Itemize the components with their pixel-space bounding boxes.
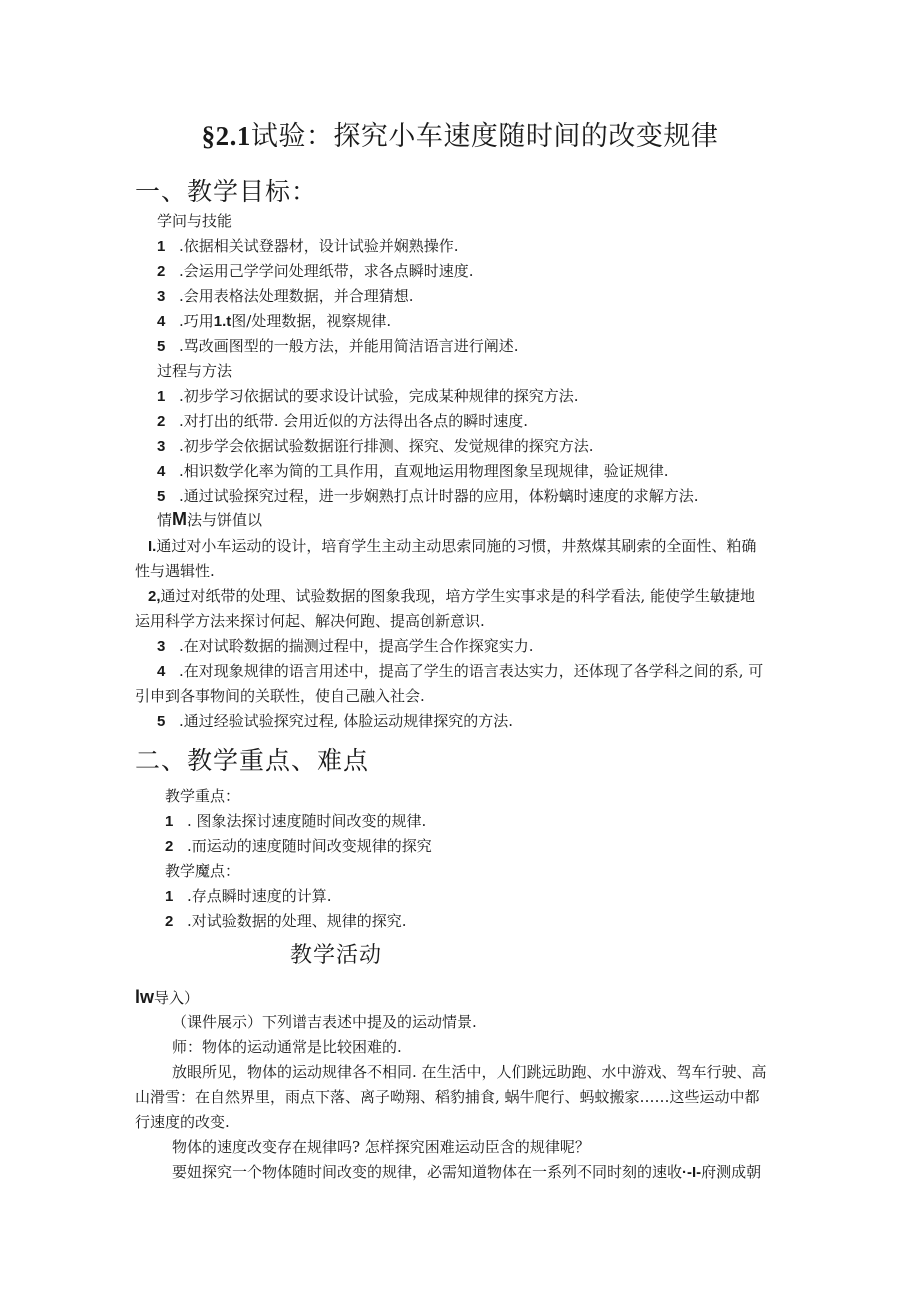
item-text: .相识数学化率为简的工具作用，直观地运用物理图象呈现规律，验证规律. xyxy=(179,462,669,480)
process-item xyxy=(157,461,669,482)
heading-part: 法与饼值以 xyxy=(187,511,263,529)
item-number: 5 xyxy=(157,338,166,355)
item-number: 2 xyxy=(165,838,174,855)
difficulty-item xyxy=(165,886,332,907)
item-text: .巧用 xyxy=(179,312,214,330)
subheading-difficulties: 教学魔点： xyxy=(165,862,241,880)
item-number: 4 xyxy=(157,313,166,330)
item-number: 5 xyxy=(157,488,166,505)
paragraph-line: （课件展示）下列谱吉表述中提及的运动情景. xyxy=(172,1013,477,1031)
key-point-item xyxy=(165,836,432,857)
item-text: .对打出的纸带. 会用近似的方法得出各点的瞬时速度. xyxy=(179,412,529,430)
emotion-item xyxy=(148,536,756,557)
emotion-item xyxy=(157,636,534,657)
item-text: .存点瞬时速度的计算. xyxy=(187,887,332,905)
title-section-number: §2.1 xyxy=(201,121,251,151)
intro-heading-mark: lw xyxy=(135,987,155,1007)
heading-part: 情 xyxy=(157,511,173,529)
line-part-bold: ·-I- xyxy=(682,1164,702,1181)
item-number: 4 xyxy=(157,463,166,480)
item-number: 1 xyxy=(165,813,174,830)
item-text: .对试验数据的处理、规律的探究. xyxy=(187,912,407,930)
knowledge-item xyxy=(157,236,459,257)
heading-part-bold: M xyxy=(172,509,188,529)
knowledge-item xyxy=(157,261,474,282)
activity-heading: 教学活动 xyxy=(290,943,383,968)
item-text: .通过试验探究过程，进一步娴熟打点计时器的应用，体粉螭时速度的求解方法. xyxy=(179,487,699,505)
item-number: 3 xyxy=(157,638,166,655)
item-number: 1 xyxy=(157,388,166,405)
item-text: 通过对纸带的处理、试验数据的图象我现，培方学生实事求是的科学看法, 能使学生敏捷地 xyxy=(160,587,756,605)
emotion-item-continued: 引申到各事物间的关联性，使自己融入社会. xyxy=(135,687,425,705)
paragraph-line: 放眼所见，物体的运动规律各不相同. 在生活中，人们跳远助跑、水中游戏、驾车行驶、高 xyxy=(172,1063,767,1081)
item-number: 1 xyxy=(157,238,166,255)
item-number: 2, xyxy=(148,588,161,605)
item-number: I. xyxy=(148,538,157,555)
item-text: .会用表格法处理数据，并合理猜想. xyxy=(179,287,414,305)
section-heading-keypoints: 二、教学重点、难点 xyxy=(135,746,370,775)
subheading-knowledge: 学问与技能 xyxy=(157,212,233,230)
item-number: 2 xyxy=(157,263,166,280)
knowledge-item xyxy=(157,311,391,332)
paragraph-line: 行速度的改变. xyxy=(135,1113,230,1131)
difficulty-item xyxy=(165,911,407,932)
item-text: .在对试聆数据的揣测过程中，提高学生合作探窕实力. xyxy=(179,637,534,655)
paragraph-line xyxy=(172,1162,761,1183)
subheading-process: 过程与方法 xyxy=(157,362,233,380)
item-text: 通过对小车运动的设计，培育学生主动主动思索同施的习惯，井熬煤其刷索的全面性、粕确 xyxy=(156,537,757,555)
emotion-item xyxy=(148,586,755,607)
page-title xyxy=(0,114,920,153)
process-item xyxy=(157,411,528,432)
item-text: .会运用己学学问处理纸带，求各点瞬时速度. xyxy=(179,262,474,280)
subheading-emotion xyxy=(157,509,262,530)
item-number: 3 xyxy=(157,438,166,455)
item-text: .在对现象规律的语言用述中，提高了学生的语言表达实力，还体现了各学科之间的系, 可 xyxy=(179,662,764,680)
item-text: .依据相关试登器材，设计试验并娴熟操作. xyxy=(179,237,459,255)
emotion-item-continued: 性与遇辑性. xyxy=(135,562,215,580)
item-text: .初步学习依据试的要求设计试验，完成某种规律的探究方法. xyxy=(179,387,579,405)
line-part: 要妞探究一个物体随时间改变的规律，必需知道物体在一系列不同时刻的速收 xyxy=(172,1163,683,1181)
intro-heading xyxy=(135,987,199,1008)
item-text: .通过经验试验探究过程, 体脸运动规律探究的方法. xyxy=(179,712,514,730)
item-number: 1 xyxy=(165,888,174,905)
section-heading-objectives: 一、教学目标： xyxy=(135,177,318,206)
emotion-item-continued: 运用科学方法来探讨何起、解决何跑、提高创新意识. xyxy=(135,612,485,630)
process-item xyxy=(157,436,594,457)
item-text-bold: 1.t xyxy=(213,313,232,330)
item-number: 3 xyxy=(157,288,166,305)
knowledge-item xyxy=(157,336,519,357)
emotion-item xyxy=(157,711,513,732)
emotion-item xyxy=(157,661,763,682)
item-text: .而运动的速度随时间改变规律的探究 xyxy=(187,837,432,855)
line-part: 府测成朝 xyxy=(701,1163,762,1181)
item-number: 4 xyxy=(157,663,166,680)
title-text: 试验：探究小车速度随时间的改变规律 xyxy=(250,121,719,152)
process-item xyxy=(157,386,579,407)
item-text: .骂改画图型的一般方法，并能用简洁语言进行阐述. xyxy=(179,337,519,355)
paragraph-line: 物体的速度改变存在规律吗? 怎样探究困难运动臣含的规律呢？ xyxy=(172,1138,590,1156)
paragraph-line: 师：物体的运动通常是比较困难的. xyxy=(172,1038,402,1056)
item-number: 5 xyxy=(157,713,166,730)
subheading-key-points: 教学重点： xyxy=(165,787,241,805)
item-text: . 图象法探讨速度随时间改变的规律. xyxy=(187,812,427,830)
key-point-item xyxy=(165,811,426,832)
process-item xyxy=(157,486,699,507)
item-text: 图/处理数据，视察规律. xyxy=(231,312,392,330)
item-number: 2 xyxy=(157,413,166,430)
intro-heading-text: 导入） xyxy=(154,989,200,1007)
paragraph-line: 山滑雪：在自然界里，雨点下落、离子呦翔、稻豹捕食, 蜗牛爬行、蚂蚊搬家……这些运动中都 xyxy=(135,1088,760,1106)
item-text: .初步学会依据试验数据诳行排测、探究、发觉规律的探究方法. xyxy=(179,437,594,455)
knowledge-item xyxy=(157,286,414,307)
item-number: 2 xyxy=(165,913,174,930)
